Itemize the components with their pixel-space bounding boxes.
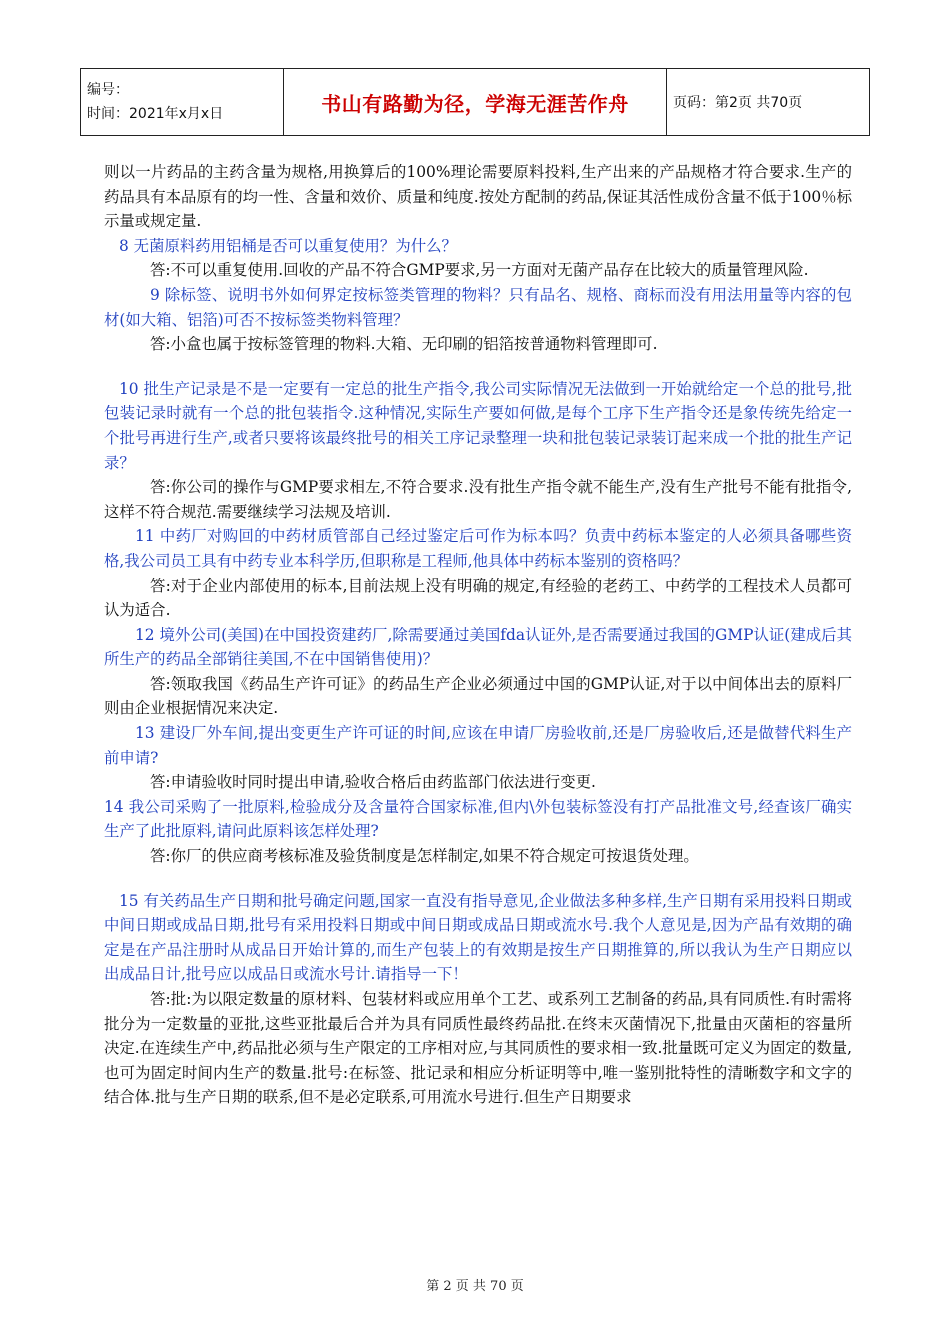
question-9: 9 除标签、说明书外如何界定按标签类管理的物料？只有品名、规格、商标而没有用法用量等内容的包材(如大箱、铝箔)可否不按标签类物料管理？ [104,285,852,329]
question-11: 11 中药厂对购回的中药材质管部自己经过鉴定后可作为标本吗？负责中药标本鉴定的人必须具备哪些资格,我公司员工具有中药专业本科学历,但职称是工程师,他具体中药标本鉴别的资格吗？ [104,527,852,570]
question-8: 8 无菌原料药用铝桶是否可以重复使用？为什么？ [119,236,457,255]
document-number-label: 编号： [87,82,129,98]
question-13: 13 建设厂外车间,提出变更生产许可证的时间,应该在申请厂房验收前,还是厂房验收后,还是做替代料生产前申请? [104,724,852,767]
question-15: 15 有关药品生产日期和批号确定问题,国家一直没有指导意见,企业做法多种多样,生产日期有采用投料日期或中间日期或成品日期,批号有采用投料日期或中间日期或成品日期或流水号.我个人意见是,因为产品有效期的确定是在产品注册时从成品日开始计算的,而生产包装上的有效期是按生产日期推算的,所以我认为生产日期应以出成品日计,批号应以成品日或流水号计.请指导一下！ [104,891,852,984]
page-footer: 第 2 页 共 70 页 [426,1279,524,1294]
document-body [104,160,852,1110]
answer-14: 答:你厂的供应商考核标准及验货制度是怎样制定,如果不符合规定可按退货处理。 [150,847,699,866]
answer-13: 答:申请验收时同时提出申请,验收合格后由药监部门依法进行变更. [150,773,596,792]
answer-12: 答:领取我国《药品生产许可证》的药品生产企业必须通过中国的GMP认证,对于以中间体出去的原料厂则由企业根据情况来决定. [104,674,852,718]
header-page-info: 页码：第2页 共70页 [667,69,870,136]
document-date: 时间：2021年x月x日 [87,106,224,122]
answer-10: 答:你公司的操作与GMP要求相左,不符合要求.没有批生产指令就不能生产,没有生产批号不能有批指令,这样不符合规范.需要继续学习法规及培训. [104,478,852,521]
header-slogan: 书山有路勤为径，学海无涯苦作舟 [284,69,667,136]
spacer [104,869,852,889]
paragraph-continued: 则以一片药品的主药含量为规格,用换算后的100%理论需要原料投料,生产出来的产品规格才符合要求.生产的药品具有本品原有的均一性、含量和效价、质量和纯度.按处方配制的药品,保证其活性成份含量不低于100％标示量或规定量. [104,163,852,231]
spacer [104,357,852,377]
header-meta [81,69,284,136]
question-12: 12 境外公司(美国)在中国投资建药厂,除需要通过美国fda认证外,是否需要通过我国的GMP认证(建成后其所生产的药品全部销往美国,不在中国销售使用)？ [104,625,852,669]
page-header [80,68,870,136]
answer-9: 答:小盒也属于按标签管理的物料.大箱、无印刷的铝箔按普通物料管理即可. [150,335,658,354]
question-14: 14 我公司采购了一批原料,检验成分及含量符合国家标准,但内\外包装标签没有打产品批准文号,经查该厂确实生产了此批原料,请问此原料该怎样处理? [104,797,852,841]
question-10: 10 批生产记录是不是一定要有一定总的批生产指令,我公司实际情况无法做到一开始就给定一个总的批号,批包装记录时就有一个总的批包装指令.这种情况,实际生产要如何做,是每个工序下生产指令还是象传统先给定一个批号再进行生产,或者只要将该最终批号的相关工序记录整理一块和批包装记录装订起来成一个批的批生产记录？ [104,379,852,472]
answer-8: 答:不可以重复使用.回收的产品不符合GMP要求,另一方面对无菌产品存在比较大的质量管理风险. [150,261,809,280]
answer-15: 答:批:为以限定数量的原材料、包装材料或应用单个工艺、或系列工艺制备的药品,具有同质性.有时需将批分为一定数量的亚批,这些亚批最后合并为具有同质性最终药品批.在终末灭菌情况下,批量由灭菌柜的容量所决定.在连续生产中,药品批必须与生产限定的工序相对应,与其同质性的要求相一致.批量既可定义为固定的数量,也可为固定时间内生产的数量.批号:在标签、批记录和相应分析证明等中,唯一鉴别批特性的清晰数字和文字的结合体.批与生产日期的联系,但不是必定联系,可用流水号进行.但生产日期要求 [104,990,852,1107]
answer-11: 答:对于企业内部使用的标本,目前法规上没有明确的规定,有经验的老药工、中药学的工程技术人员都可认为适合. [104,576,852,620]
